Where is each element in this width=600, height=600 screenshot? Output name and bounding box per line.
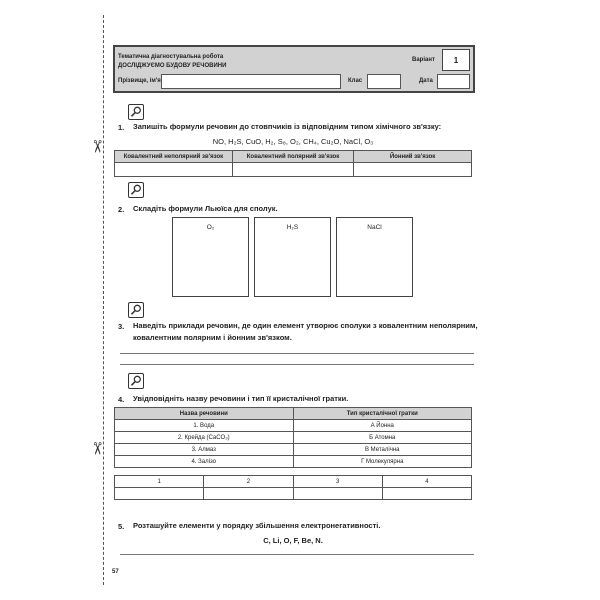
q4-lattice: Б Атомна bbox=[293, 432, 472, 444]
q2-text: Складіть формули Льюїса для сполук. bbox=[133, 204, 278, 213]
q4-substance: 3. Алмаз bbox=[115, 444, 294, 456]
q4-lattice: В Металічна bbox=[293, 444, 472, 456]
q4-header-lattice: Тип кристалічної гратки bbox=[293, 408, 472, 420]
q2-number: 2. bbox=[118, 205, 125, 214]
q4-answer-cell[interactable] bbox=[293, 488, 382, 500]
magnifier-task-icon bbox=[128, 182, 144, 198]
q5-text: Розташуйте елементи у порядку збільшення електронегативності. bbox=[133, 521, 381, 530]
magnifier-task-icon bbox=[128, 104, 144, 120]
lewis-box-h2s[interactable]: H₂S bbox=[254, 217, 331, 297]
q4-answer-number: 4 bbox=[382, 476, 471, 488]
class-label: Клас bbox=[348, 78, 363, 84]
q4-answer-cell[interactable] bbox=[204, 488, 293, 500]
q4-answer-number: 1 bbox=[115, 476, 204, 488]
q4-lattice: А Йонна bbox=[293, 420, 472, 432]
q1-number: 1. bbox=[118, 123, 125, 132]
q4-number: 4. bbox=[118, 395, 125, 404]
name-label: Прізвище, ім'я bbox=[118, 78, 161, 84]
q3-number: 3. bbox=[118, 322, 125, 331]
date-field[interactable] bbox=[437, 74, 470, 89]
class-field[interactable] bbox=[367, 74, 401, 89]
q4-substance: 1. Вода bbox=[115, 420, 294, 432]
worksheet-title: Тематична діагностувальна робота ДОСЛІДЖУЄМО БУДОВУ РЕЧОВИНИ bbox=[118, 54, 227, 69]
scissors-icon: ✂ bbox=[87, 139, 107, 154]
name-field[interactable] bbox=[161, 74, 341, 89]
date-label: Дата bbox=[419, 78, 433, 84]
lewis-box-nacl[interactable]: NaCl bbox=[336, 217, 413, 297]
variant-number: 1 bbox=[442, 49, 470, 71]
q1-formulas: NO, H₂S, CuO, H₂, S₈, O₂, CH₄, Cu₂O, NaCl, O₃ bbox=[212, 137, 374, 146]
magnifier-task-icon bbox=[128, 302, 144, 318]
answer-line[interactable] bbox=[120, 364, 474, 365]
q1-bond-table bbox=[114, 150, 472, 177]
page-number: 57 bbox=[112, 569, 119, 575]
q4-answer-cell[interactable] bbox=[382, 488, 471, 500]
q5-elements: C, Li, O, F, Be, N. bbox=[263, 536, 323, 545]
q4-answer-number: 3 bbox=[293, 476, 382, 488]
answer-line[interactable] bbox=[120, 353, 474, 354]
q1-header-ionic: Йонний зв'язок bbox=[354, 151, 472, 163]
q3-text: Наведіть приклади речовин, де один елемент утворює сполуки з ковалентним неполярним, ковалентним полярним і йонним зв'язком. bbox=[133, 321, 478, 342]
q1-answer-nonpolar[interactable] bbox=[115, 163, 233, 177]
q1-text: Запишіть формули речовин до стовпчиків із відповідним типом хімічного зв'язку: bbox=[133, 122, 442, 131]
q1-answer-polar[interactable] bbox=[232, 163, 353, 177]
magnifier-task-icon bbox=[128, 373, 144, 389]
variant-label: Варіант bbox=[412, 57, 435, 63]
q4-answer-table bbox=[114, 475, 472, 500]
q4-substance: 4. Залізо bbox=[115, 456, 294, 468]
q1-answer-ionic[interactable] bbox=[354, 163, 472, 177]
scissors-icon: ✂ bbox=[87, 441, 107, 456]
answer-line[interactable] bbox=[120, 554, 474, 555]
q4-lattice: Г Молекулярна bbox=[293, 456, 472, 468]
q1-header-nonpolar: Ковалентний неполярний зв'язок bbox=[115, 151, 233, 163]
q4-header-substance: Назва речовини bbox=[115, 408, 294, 420]
q5-number: 5. bbox=[118, 522, 125, 531]
q4-answer-cell[interactable] bbox=[115, 488, 204, 500]
lewis-box-o2[interactable]: O₂ bbox=[172, 217, 249, 297]
q4-substance: 2. Крейда (CaCO₃) bbox=[115, 432, 294, 444]
q4-text: Увідповідніть назву речовини і тип її кристалічної гратки. bbox=[133, 394, 349, 403]
q1-header-polar: Ковалентний полярний зв'язок bbox=[232, 151, 353, 163]
q4-answer-number: 2 bbox=[204, 476, 293, 488]
worksheet-header bbox=[113, 45, 475, 93]
cut-line bbox=[103, 15, 104, 585]
q4-match-table bbox=[114, 407, 472, 468]
